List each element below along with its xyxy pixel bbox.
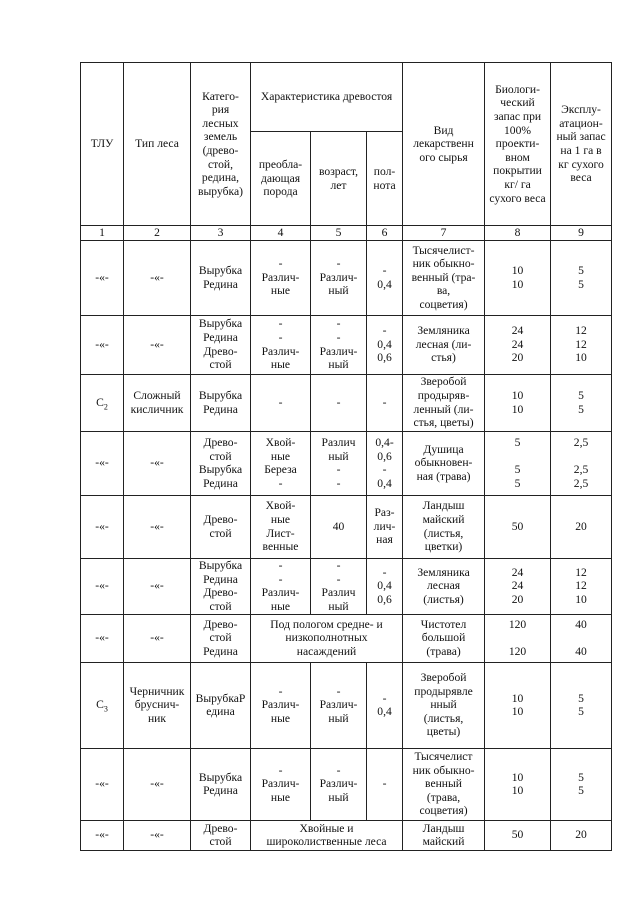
cell-raw-material: Зверобой продырявле нный (листья, цветы) [403,662,485,748]
cell-forest-type: -«- [124,431,191,495]
cell-exploitation-stock: 20 [551,495,612,558]
header-biological-stock: Биологи- ческий запас при 100% проекти- вном покрытии кг/ га сухого веса [485,63,551,226]
cell-density: - 0,4 0,6 [367,558,403,614]
cell-forest-type: -«- [124,240,191,315]
cell-biological-stock: 5 5 5 [485,431,551,495]
cell-exploitation-stock: 5 5 [551,374,612,431]
cell-raw-material: Душица обыкновен- ная (трава) [403,431,485,495]
tlu-code: -«- [95,270,109,284]
cell-age: - - Различ ный [311,558,367,614]
cell-age: - [311,374,367,431]
cell-forest-type: -«- [124,614,191,662]
table-row [81,558,612,614]
tlu-code: С [96,698,104,712]
cell-raw-material: Зверобой продыряв- ленный (ли- стья, цветы) [403,374,485,431]
cell-category: Древо- стой [191,820,251,850]
tlu-code: С [96,395,104,409]
table-row [81,315,612,374]
cell-exploitation-stock: 12 12 10 [551,315,612,374]
cell-tlu [81,374,124,431]
cell-stand-note: Хвойные и широколиственные леса [251,820,403,850]
cell-age: Различ ный - - [311,431,367,495]
tlu-code: -«- [95,337,109,351]
cell-exploitation-stock: 5 5 [551,748,612,820]
header-stand-characteristics: Характеристика древостоя [251,63,403,132]
cell-density: 0,4- 0,6 - 0,4 [367,431,403,495]
cell-dominant-species: - - Различ- ные [251,558,311,614]
cell-tlu [81,558,124,614]
cell-tlu [81,315,124,374]
cell-dominant-species: - - Различ- ные [251,315,311,374]
cell-forest-type: -«- [124,748,191,820]
cell-exploitation-stock: 12 12 10 [551,558,612,614]
table-row [81,240,612,315]
table-row [81,748,612,820]
tlu-code: -«- [95,519,109,533]
tlu-code: -«- [95,579,109,593]
cell-biological-stock: 50 [485,820,551,850]
column-number: 1 [81,226,124,241]
cell-density: - [367,374,403,431]
cell-category: Вырубка Редина [191,748,251,820]
cell-dominant-species: - Различ- ные [251,662,311,748]
cell-exploitation-stock: 20 [551,820,612,850]
header-forest-type: Тип леса [124,63,191,226]
cell-category: Вырубка Редина [191,240,251,315]
cell-biological-stock: 10 10 [485,374,551,431]
forest-medicinal-raw-table [80,62,612,851]
cell-category: Древо- стой [191,495,251,558]
cell-biological-stock: 10 10 [485,240,551,315]
column-number: 3 [191,226,251,241]
table-row [81,431,612,495]
column-number: 4 [251,226,311,241]
column-number: 8 [485,226,551,241]
cell-biological-stock: 24 24 20 [485,315,551,374]
cell-category: Вырубка Редина Древо- стой [191,558,251,614]
cell-raw-material: Ландыш майский (листья, цветки) [403,495,485,558]
cell-age: - Различ- ный [311,240,367,315]
cell-tlu [81,495,124,558]
cell-biological-stock: 50 [485,495,551,558]
cell-age: - Различ- ный [311,748,367,820]
table-row [81,495,612,558]
header-category: Катего- рия лесных земель (древо- стой, редина, вырубка) [191,63,251,226]
column-number: 2 [124,226,191,241]
cell-raw-material: Земляника лесная (ли- стья) [403,315,485,374]
cell-tlu [81,820,124,850]
tlu-code-subscript: 2 [103,402,108,412]
header-age: возраст, лет [311,132,367,226]
column-number: 5 [311,226,367,241]
header-raw-material-type: Вид лекарственн ого сырья [403,63,485,226]
cell-exploitation-stock: 40 40 [551,614,612,662]
header-density: пол- нота [367,132,403,226]
cell-biological-stock: 24 24 20 [485,558,551,614]
header-dominant-species: преобла- дающая порода [251,132,311,226]
column-number: 9 [551,226,612,241]
cell-dominant-species: - Различ- ные [251,240,311,315]
cell-category: Вырубка Редина Древo- стой [191,315,251,374]
cell-tlu [81,614,124,662]
cell-tlu [81,240,124,315]
tlu-code: -«- [95,777,109,791]
cell-biological-stock: 120 120 [485,614,551,662]
header-exploitation-stock: Эксплу- атацион- ный запас на 1 га в кг сухого веса [551,63,612,226]
cell-forest-type: Сложный кисличник [124,374,191,431]
column-number: 6 [367,226,403,241]
cell-biological-stock: 10 10 [485,748,551,820]
header-row-1 [81,63,612,132]
cell-age: - - Различ- ный [311,315,367,374]
cell-category: ВырубкаР едина [191,662,251,748]
cell-forest-type: Черничник бруснич- ник [124,662,191,748]
cell-category: Древо- стой Вырубка Редина [191,431,251,495]
cell-exploitation-stock: 5 5 [551,662,612,748]
cell-category: Вырубка Редина [191,374,251,431]
cell-forest-type: -«- [124,820,191,850]
cell-density: Раз- лич- ная [367,495,403,558]
cell-age: 40 [311,495,367,558]
cell-forest-type: -«- [124,495,191,558]
cell-forest-type: -«- [124,558,191,614]
cell-density: - 0,4 [367,662,403,748]
cell-dominant-species: - [251,374,311,431]
column-number-row [81,226,612,241]
cell-raw-material: Чистотел большой (трава) [403,614,485,662]
tlu-code: -«- [95,828,109,842]
cell-category: Древо- стой Редина [191,614,251,662]
table-row [81,374,612,431]
cell-dominant-species: Хвой- ные Береза - [251,431,311,495]
table-row [81,662,612,748]
cell-tlu [81,662,124,748]
cell-stand-note: Под пологом средне- и низкополнотных насаждений [251,614,403,662]
cell-forest-type: -«- [124,315,191,374]
tlu-code: -«- [95,631,109,645]
cell-raw-material: Тысячелист ник обыкно- венный (трава, соцветия) [403,748,485,820]
cell-tlu [81,748,124,820]
cell-dominant-species: - Различ- ные [251,748,311,820]
cell-density: - 0,4 0,6 [367,315,403,374]
cell-exploitation-stock: 2,5 2,5 2,5 [551,431,612,495]
cell-density: - [367,748,403,820]
header-tlu: ТЛУ [81,63,124,226]
cell-raw-material: Ландыш майский [403,820,485,850]
cell-age: - Различ- ный [311,662,367,748]
tlu-code-subscript: 3 [103,704,108,714]
table-row [81,614,612,662]
table-row [81,820,612,850]
cell-exploitation-stock: 5 5 [551,240,612,315]
cell-dominant-species: Хвой- ные Лист- венные [251,495,311,558]
cell-raw-material: Тысячелист- ник обыкно- венный (тра- ва, соцветия) [403,240,485,315]
cell-tlu [81,431,124,495]
tlu-code: -«- [95,456,109,470]
column-number: 7 [403,226,485,241]
cell-biological-stock: 10 10 [485,662,551,748]
cell-raw-material: Земляника лесная (листья) [403,558,485,614]
cell-density: - 0,4 [367,240,403,315]
